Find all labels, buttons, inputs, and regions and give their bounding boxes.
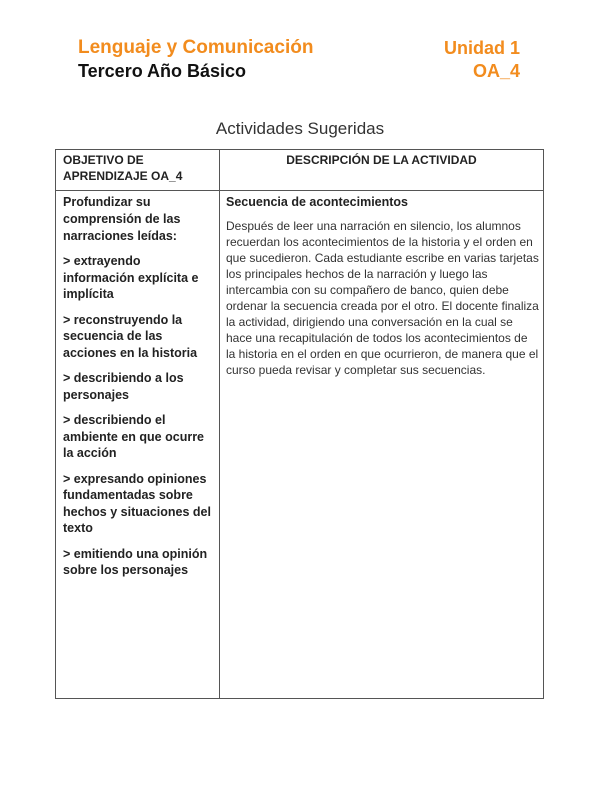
grade-title: Tercero Año Básico [78,61,247,81]
activity-title: Secuencia de acontecimientos [226,195,409,209]
unit-label: Unidad 1 [443,38,520,58]
objective-cell [56,191,220,699]
objective-item: > extrayendo información explícita e implícita [63,254,199,301]
objective-item: > reconstruyendo la secuencia de las acciones en la historia [63,312,198,360]
table-header-row [56,150,544,191]
subject-title: Lenguaje y Comunicación [78,37,314,58]
objective-list [63,253,215,579]
objective-code-label: OA_4 [472,61,520,81]
table-body-row [56,191,544,699]
activity-table [55,149,544,699]
objective-item: > describiendo el ambiente en que ocurre la acción [63,413,205,460]
objective-item: > describiendo a los personajes [63,371,184,402]
description-column-header: DESCRIPCIÓN DE LA ACTIVIDAD [220,150,544,191]
header-right [444,37,520,82]
objective-item: > expresando opiniones fundamentadas sobre hechos y situaciones del texto [63,471,211,535]
objective-item: > emitiendo una opinión sobre los personajes [63,546,208,577]
objective-column-header: OBJETIVO DE APRENDIZAJE OA_4 [56,150,220,191]
activity-text: Después de leer una narración en silencio, los alumnos recuerdan los acontecimientos de la historia y el orden en que sucedieron. Cada estudiante escribe en varias tarjetas los principales hechos de la narración y luego las intercambia con su compañero de banco, quien debe ordenar la secuencia creada por el otro. El docente finaliza la actividad, dirigiendo una conversación en la cual se hace una recapitulación de todos los acontecimientos de la historia en el orden en que ocurrieron, de manera que el curso pueda revisar y completar sus secuencias. [226,219,539,377]
section-title: Actividades Sugeridas [215,119,385,138]
header-left [78,37,313,82]
objective-intro: Profundizar su comprensión de las narraciones leídas: [63,195,181,243]
description-cell [220,191,544,699]
